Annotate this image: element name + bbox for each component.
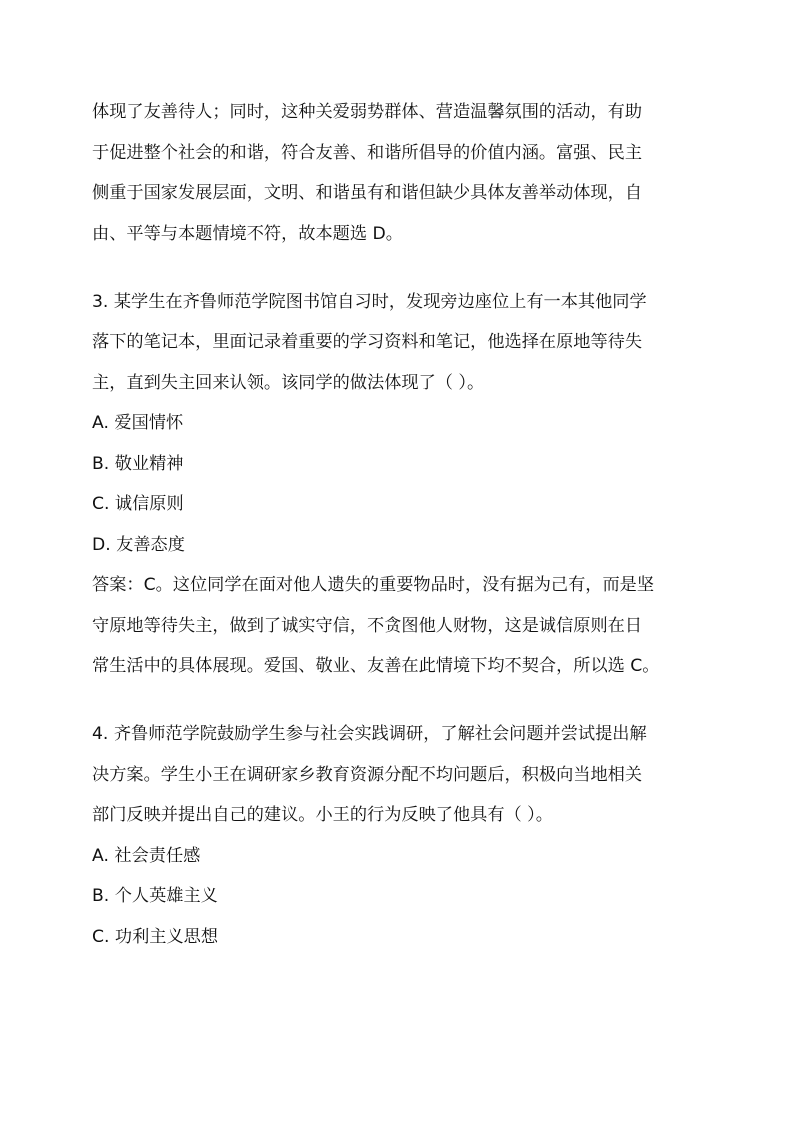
document-page [92, 100, 702, 949]
text-line: 决方案。学生小王在调研家乡教育资源分配不均问题后，积极向当地相关 [92, 764, 643, 785]
question-3-stem [92, 290, 702, 395]
text-line: 由、平等与本题情境不符，故本题选 D。 [92, 223, 403, 244]
question-3-option-c: C. 诚信原则 [92, 494, 184, 514]
text-line: 常生活中的具体展现。爱国、敬业、友善在此情境下均不契合，所以选 C。 [92, 656, 660, 676]
question-4-stem [92, 722, 702, 827]
previous-answer-explanation [92, 100, 702, 246]
question-3-option-b: B. 敬业精神 [92, 453, 184, 474]
text-line: 落下的笔记本，里面记录着重要的学习资料和笔记，他选择在原地等待失 [92, 332, 643, 352]
text-line: 于促进整个社会的和谐，符合友善、和谐所倡导的价值内涵。富强、民主 [92, 142, 643, 163]
question-3-option-d: D. 友善态度 [92, 534, 185, 555]
question-3-answer [92, 573, 702, 678]
question-4-option-c: C. 功利主义思想 [92, 926, 219, 947]
text-line: 部门反映并提出自己的建议。小王的行为反映了他具有（ ）。 [92, 805, 553, 825]
question-4-option-a: A. 社会责任感 [92, 845, 201, 866]
text-line: 守原地等待失主，做到了诚实守信，不贪图他人财物，这是诚信原则在日 [92, 615, 643, 636]
question-4-option-b: B. 个人英雄主义 [92, 886, 218, 906]
text-line: 侧重于国家发展层面，文明、和谐虽有和谐但缺少具体友善举动体现，自 [92, 183, 643, 203]
question-3-option-a: A. 爱国情怀 [92, 413, 184, 433]
text-line: 答案：C。这位同学在面对他人遗失的重要物品时，没有据为己有，而是坚 [92, 575, 655, 595]
text-line: 体现了友善待人；同时，这种关爱弱势群体、营造温馨氛围的活动，有助 [92, 102, 643, 122]
text-line: 4. 齐鲁师范学院鼓励学生参与社会实践调研，了解社会问题并尝试提出解 [92, 724, 647, 744]
text-line: 主，直到失主回来认领。该同学的做法体现了（ ）。 [92, 372, 485, 393]
text-line: 3. 某学生在齐鲁师范学院图书馆自习时，发现旁边座位上有一本其他同学 [92, 291, 647, 312]
